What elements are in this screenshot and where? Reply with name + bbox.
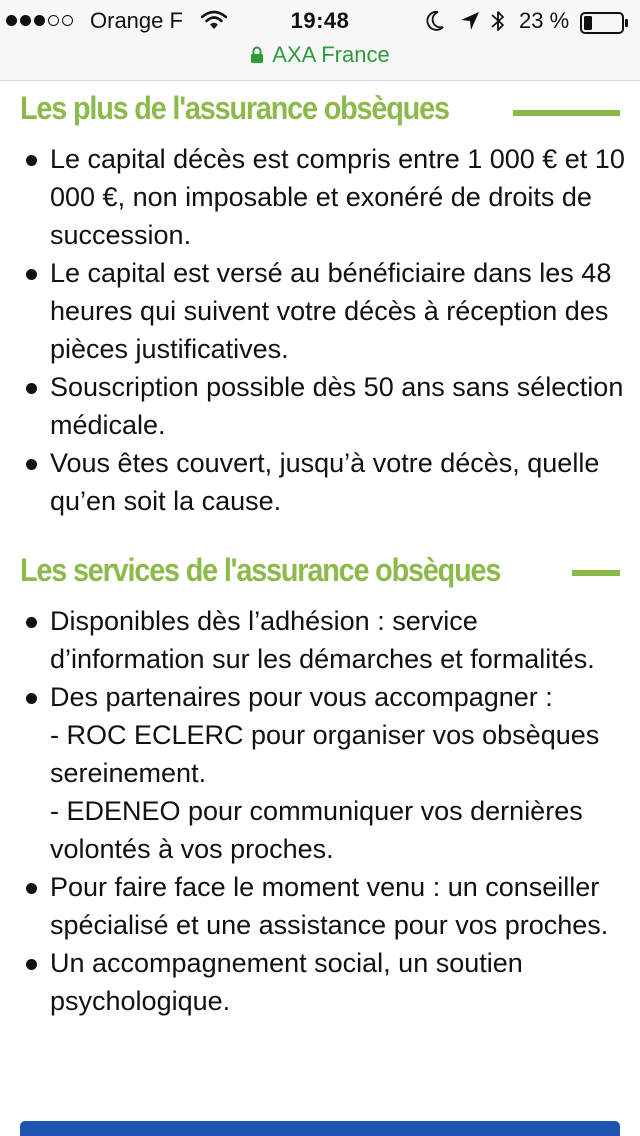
battery-level-fill xyxy=(584,16,592,30)
list-item: Le capital décès est compris entre 1 000 € et 10 000 €, non imposable et exonéré de droits de succession. xyxy=(0,140,640,254)
heading-rule xyxy=(513,110,620,116)
moon-icon xyxy=(426,11,444,31)
cta-button[interactable] xyxy=(20,1121,620,1136)
section-title: Les plus de l'assurance obsèques xyxy=(20,90,449,126)
bullet-list xyxy=(0,602,640,1020)
clock: 19:48 xyxy=(290,8,350,33)
address-bar[interactable] xyxy=(0,42,640,68)
page-content xyxy=(0,80,640,1020)
list-item: Souscription possible dès 50 ans sans sélection médicale. xyxy=(0,368,640,444)
lock-icon xyxy=(250,46,264,64)
bullet-list xyxy=(0,140,640,520)
section-title: Les services de l'assurance obsèques xyxy=(20,552,501,588)
list-item: Un accompagnement social, un soutien psychologique. xyxy=(0,944,640,1020)
bluetooth-icon xyxy=(490,9,506,33)
list-item: Disponibles dès l’adhésion : service d’information sur les démarches et formalités. xyxy=(0,602,640,678)
list-item: Le capital est versé au bénéficiaire dans les 48 heures qui suivent votre décès à réception des pièces justificatives. xyxy=(0,254,640,368)
heading-rule xyxy=(572,570,620,576)
url-label: AXA France xyxy=(272,42,390,67)
list-item: Pour faire face le moment venu : un conseiller spécialisé et une assistance pour vos proches. xyxy=(0,868,640,944)
location-icon xyxy=(460,11,480,31)
status-bar xyxy=(0,0,640,81)
battery-icon xyxy=(580,12,630,34)
section-heading xyxy=(0,80,640,140)
status-row xyxy=(0,6,640,36)
list-item: Vous êtes couvert, jusqu’à votre décès, quelle qu’en soit la cause. xyxy=(0,444,640,520)
section-heading xyxy=(0,542,640,602)
list-item: Des partenaires pour vous accompagner : - ROC ECLERC pour organiser vos obsèques sereinement. - EDENEO pour communiquer vos dernières volontés à vos proches. xyxy=(0,678,640,868)
battery-percentage: 23 % xyxy=(519,8,570,33)
carrier-name: Orange F xyxy=(90,8,183,33)
